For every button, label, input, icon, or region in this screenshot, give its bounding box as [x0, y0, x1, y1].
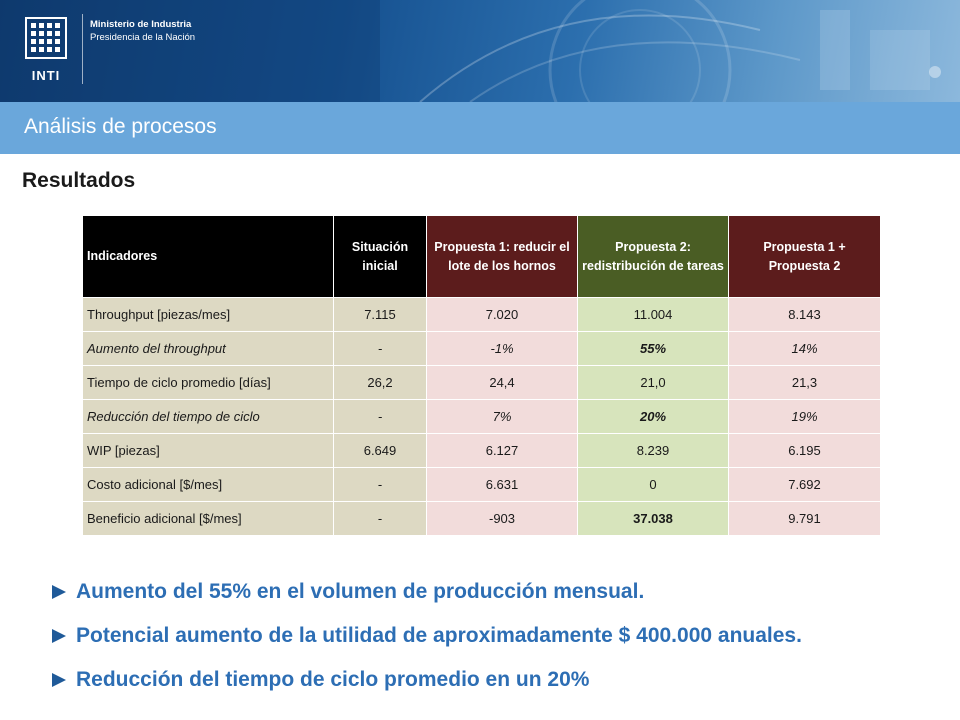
table-row [83, 298, 881, 332]
conclusion-item [50, 658, 802, 702]
conclusion-item [50, 570, 802, 614]
table-cell: 55% [578, 332, 729, 366]
table-row [83, 502, 881, 536]
table-cell: 11.004 [578, 298, 729, 332]
conclusion-text: Potencial aumento de la utilidad de aproximadamente $ 400.000 anuales. [76, 624, 802, 647]
table-cell: - [334, 400, 427, 434]
table-cell: 24,4 [427, 366, 578, 400]
table-cell: Throughput [piezas/mes] [83, 298, 334, 332]
table-cell: Aumento del throughput [83, 332, 334, 366]
conclusion-text: Reducción del tiempo de ciclo promedio en un 20% [76, 668, 590, 691]
table-cell: - [334, 468, 427, 502]
table-cell: Beneficio adicional [$/mes] [83, 502, 334, 536]
table-row [83, 332, 881, 366]
table-cell: 20% [578, 400, 729, 434]
table-cell: Reducción del tiempo de ciclo [83, 400, 334, 434]
table-cell: 21,3 [729, 366, 881, 400]
arrow-bullet-icon [52, 585, 66, 599]
arrow-bullet-icon [52, 629, 66, 643]
table-row [83, 468, 881, 502]
table-cell: 7.115 [334, 298, 427, 332]
logo-text: INTI [31, 68, 61, 83]
table-cell: - [334, 502, 427, 536]
results-table [82, 215, 881, 536]
table-row [83, 366, 881, 400]
table-cell: - [334, 332, 427, 366]
table-cell: 8.239 [578, 434, 729, 468]
conclusion-item [50, 614, 802, 658]
header-propuesta-2: Propuesta 2: redistribución de tareas [578, 216, 729, 298]
table-cell: Tiempo de ciclo promedio [días] [83, 366, 334, 400]
table-row [83, 434, 881, 468]
table-cell: 6.649 [334, 434, 427, 468]
table-cell: WIP [piezas] [83, 434, 334, 468]
table-cell: 26,2 [334, 366, 427, 400]
table-cell: 8.143 [729, 298, 881, 332]
header-indicadores: Indicadores [83, 216, 334, 298]
conclusion-text: Aumento del 55% en el volumen de producción mensual. [76, 580, 645, 603]
arrow-bullet-icon [52, 673, 66, 687]
table-cell: 19% [729, 400, 881, 434]
page-subtitle: Resultados [22, 169, 136, 192]
table-header-row [83, 216, 881, 298]
conclusions-list [50, 570, 802, 702]
header-propuesta-1-2: Propuesta 1 + Propuesta 2 [729, 216, 881, 298]
ministry-line-1: Ministerio de Industria [90, 19, 192, 30]
table-cell: -903 [427, 502, 578, 536]
table-cell: 6.631 [427, 468, 578, 502]
inti-logo-icon [18, 12, 74, 68]
logo-divider [82, 14, 83, 84]
table-cell: 14% [729, 332, 881, 366]
table-cell: -1% [427, 332, 578, 366]
table-cell: 37.038 [578, 502, 729, 536]
header-background-graphic [0, 0, 960, 102]
table-cell: 21,0 [578, 366, 729, 400]
header-situacion-inicial: Situación inicial [334, 216, 427, 298]
table-cell: 7% [427, 400, 578, 434]
table-cell: 7.020 [427, 298, 578, 332]
table-row [83, 400, 881, 434]
section-title: Análisis de procesos [24, 115, 217, 138]
table-cell: 0 [578, 468, 729, 502]
table-cell: 6.195 [729, 434, 881, 468]
table-cell: 9.791 [729, 502, 881, 536]
header-banner [0, 0, 960, 102]
ministry-line-2: Presidencia de la Nación [90, 32, 196, 43]
table-cell: 6.127 [427, 434, 578, 468]
table-cell: 7.692 [729, 468, 881, 502]
table-cell: Costo adicional [$/mes] [83, 468, 334, 502]
ministry-label [90, 18, 195, 44]
header-propuesta-1: Propuesta 1: reducir el lote de los hornos [427, 216, 578, 298]
